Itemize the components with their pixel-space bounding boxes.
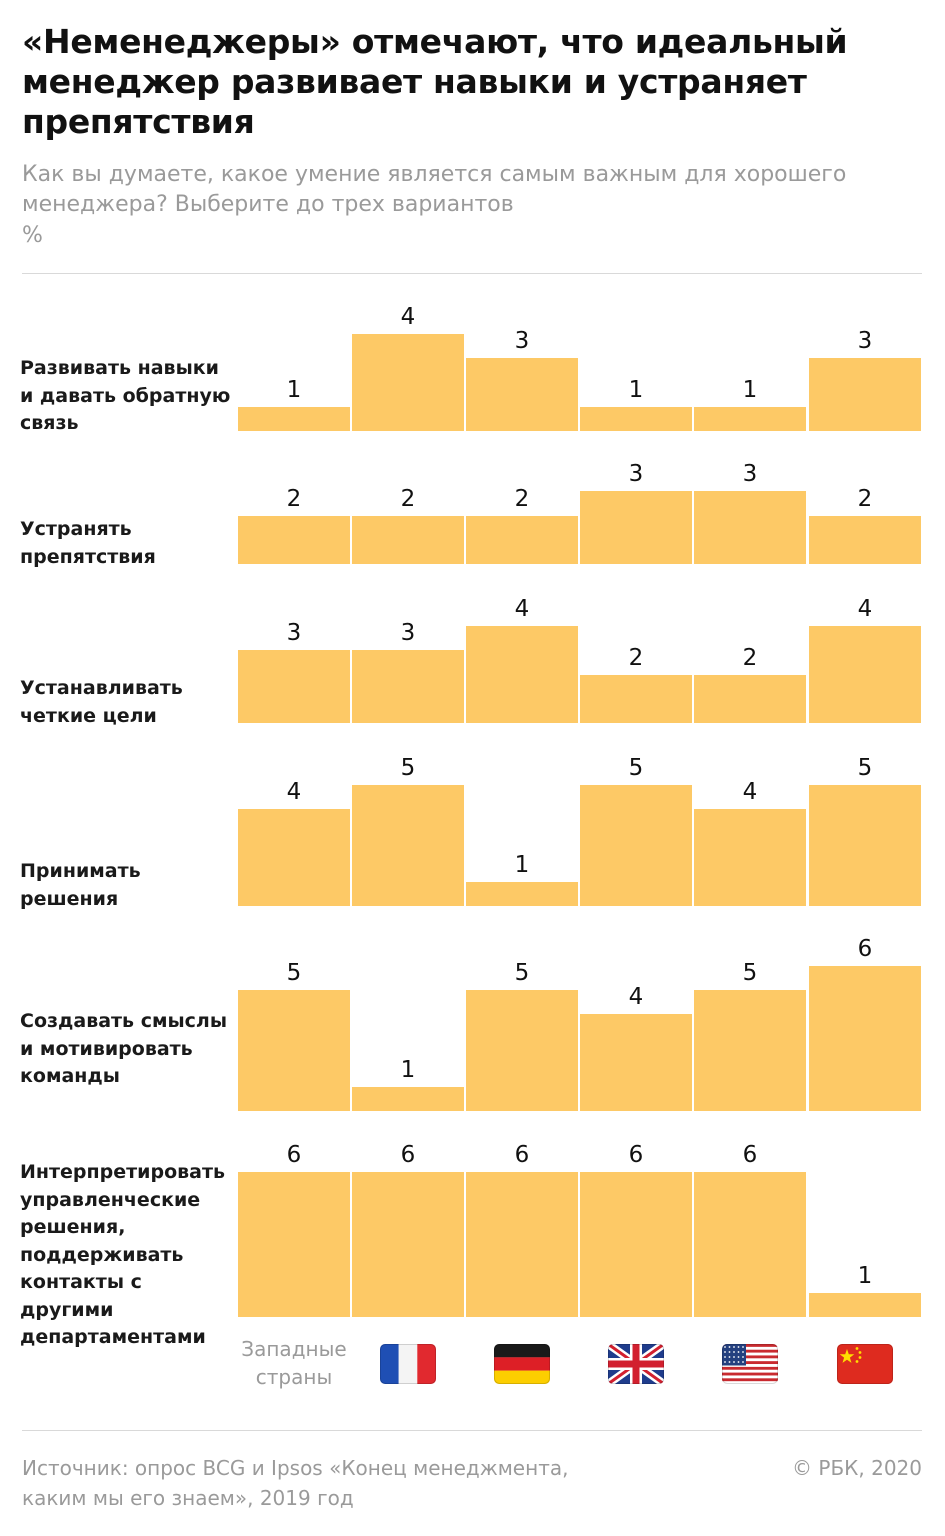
bar: [694, 990, 806, 1111]
data-label: 6: [514, 1142, 530, 1168]
column-label: Западные страны: [241, 1337, 347, 1389]
bar: [466, 990, 578, 1111]
bar: [238, 516, 350, 564]
data-label: 4: [514, 596, 530, 622]
row-label: Устранять препятствия: [20, 518, 156, 568]
chart-unit: %: [22, 223, 43, 248]
data-label: 6: [400, 1142, 416, 1168]
bar: [352, 334, 464, 431]
data-label: 5: [857, 755, 873, 781]
data-label: 4: [742, 779, 758, 805]
bar: [352, 785, 464, 906]
data-label: 4: [628, 984, 644, 1010]
data-label: 1: [400, 1057, 416, 1083]
flag-china-icon: [837, 1344, 893, 1388]
data-label: 2: [628, 645, 644, 671]
data-label: 6: [857, 936, 873, 962]
column-header-flag-usa: [693, 1344, 807, 1388]
row-label: Принимать решения: [20, 860, 141, 910]
bar: [352, 516, 464, 564]
data-label: 1: [857, 1263, 873, 1289]
data-label: 1: [286, 377, 302, 403]
row-label: Устанавливать четкие цели: [20, 677, 183, 727]
bar: [809, 785, 921, 906]
bar: [238, 650, 350, 723]
bar: [694, 491, 806, 564]
bar: [238, 1172, 350, 1317]
bar: [580, 1172, 692, 1317]
data-label: 5: [742, 960, 758, 986]
flag-germany-icon: [494, 1344, 550, 1388]
bar: [466, 358, 578, 431]
data-label: 1: [742, 377, 758, 403]
bar: [580, 675, 692, 723]
column-header-flag-france: [351, 1344, 465, 1388]
flag-uk-icon: [608, 1344, 664, 1388]
data-label: 2: [857, 486, 873, 512]
data-label: 3: [857, 328, 873, 354]
chart-title: «Неменеджеры» отмечают, что идеальный менеджер развивает навыки и устраняет препятствия: [22, 22, 848, 141]
source-note: Источник: опрос BCG и Ipsos «Конец менеджмента, каким мы его знаем», 2019 год: [22, 1456, 569, 1510]
flag-france-icon: [380, 1344, 436, 1388]
bar: [809, 626, 921, 723]
bar: [238, 407, 350, 431]
data-label: 4: [400, 304, 416, 330]
data-label: 6: [286, 1142, 302, 1168]
bar: [580, 1014, 692, 1111]
column-header-flag-germany: [465, 1344, 579, 1388]
data-label: 5: [628, 755, 644, 781]
bar: [352, 650, 464, 723]
chart-subtitle: Как вы думаете, какое умение является самым важным для хорошего менеджера? Выберите до трех вариантов: [22, 162, 847, 217]
column-header-flag-uk: [579, 1344, 693, 1388]
data-label: 4: [857, 596, 873, 622]
bar: [809, 358, 921, 431]
bar: [809, 966, 921, 1111]
bar: [466, 626, 578, 723]
data-label: 2: [742, 645, 758, 671]
data-label: 3: [286, 620, 302, 646]
copyright: © РБК, 2020: [792, 1456, 922, 1480]
data-label: 5: [400, 755, 416, 781]
bottom-divider: [22, 1430, 922, 1431]
bar: [352, 1087, 464, 1111]
data-label: 5: [286, 960, 302, 986]
data-label: 2: [400, 486, 416, 512]
bar: [694, 809, 806, 906]
bar: [352, 1172, 464, 1317]
bar: [694, 1172, 806, 1317]
data-label: 3: [514, 328, 530, 354]
bar: [694, 675, 806, 723]
column-header-flag-china: [808, 1344, 922, 1388]
bar: [580, 785, 692, 906]
bar: [466, 516, 578, 564]
data-label: 3: [742, 461, 758, 487]
data-label: 6: [742, 1142, 758, 1168]
bar: [809, 1293, 921, 1317]
bar: [466, 1172, 578, 1317]
data-label: 1: [514, 852, 530, 878]
data-label: 6: [628, 1142, 644, 1168]
data-label: 4: [286, 779, 302, 805]
bar: [694, 407, 806, 431]
row-label: Создавать смыслы и мотивировать команды: [20, 1010, 228, 1087]
data-label: 1: [628, 377, 644, 403]
bar: [580, 407, 692, 431]
data-label: 5: [514, 960, 530, 986]
data-label: 3: [400, 620, 416, 646]
row-label: Развивать навыки и давать обратную связь: [20, 357, 231, 434]
data-label: 2: [286, 486, 302, 512]
flag-usa-icon: [722, 1344, 778, 1388]
bar: [466, 882, 578, 906]
data-label: 3: [628, 461, 644, 487]
data-label: 2: [514, 486, 530, 512]
column-header-западные-страны: [237, 1335, 351, 1391]
bar: [580, 491, 692, 564]
bar: [238, 990, 350, 1111]
bar: [809, 516, 921, 564]
row-label: Интерпретировать управленческие решения, поддерживать контакты с другими департаментами: [20, 1161, 225, 1348]
bar: [238, 809, 350, 906]
